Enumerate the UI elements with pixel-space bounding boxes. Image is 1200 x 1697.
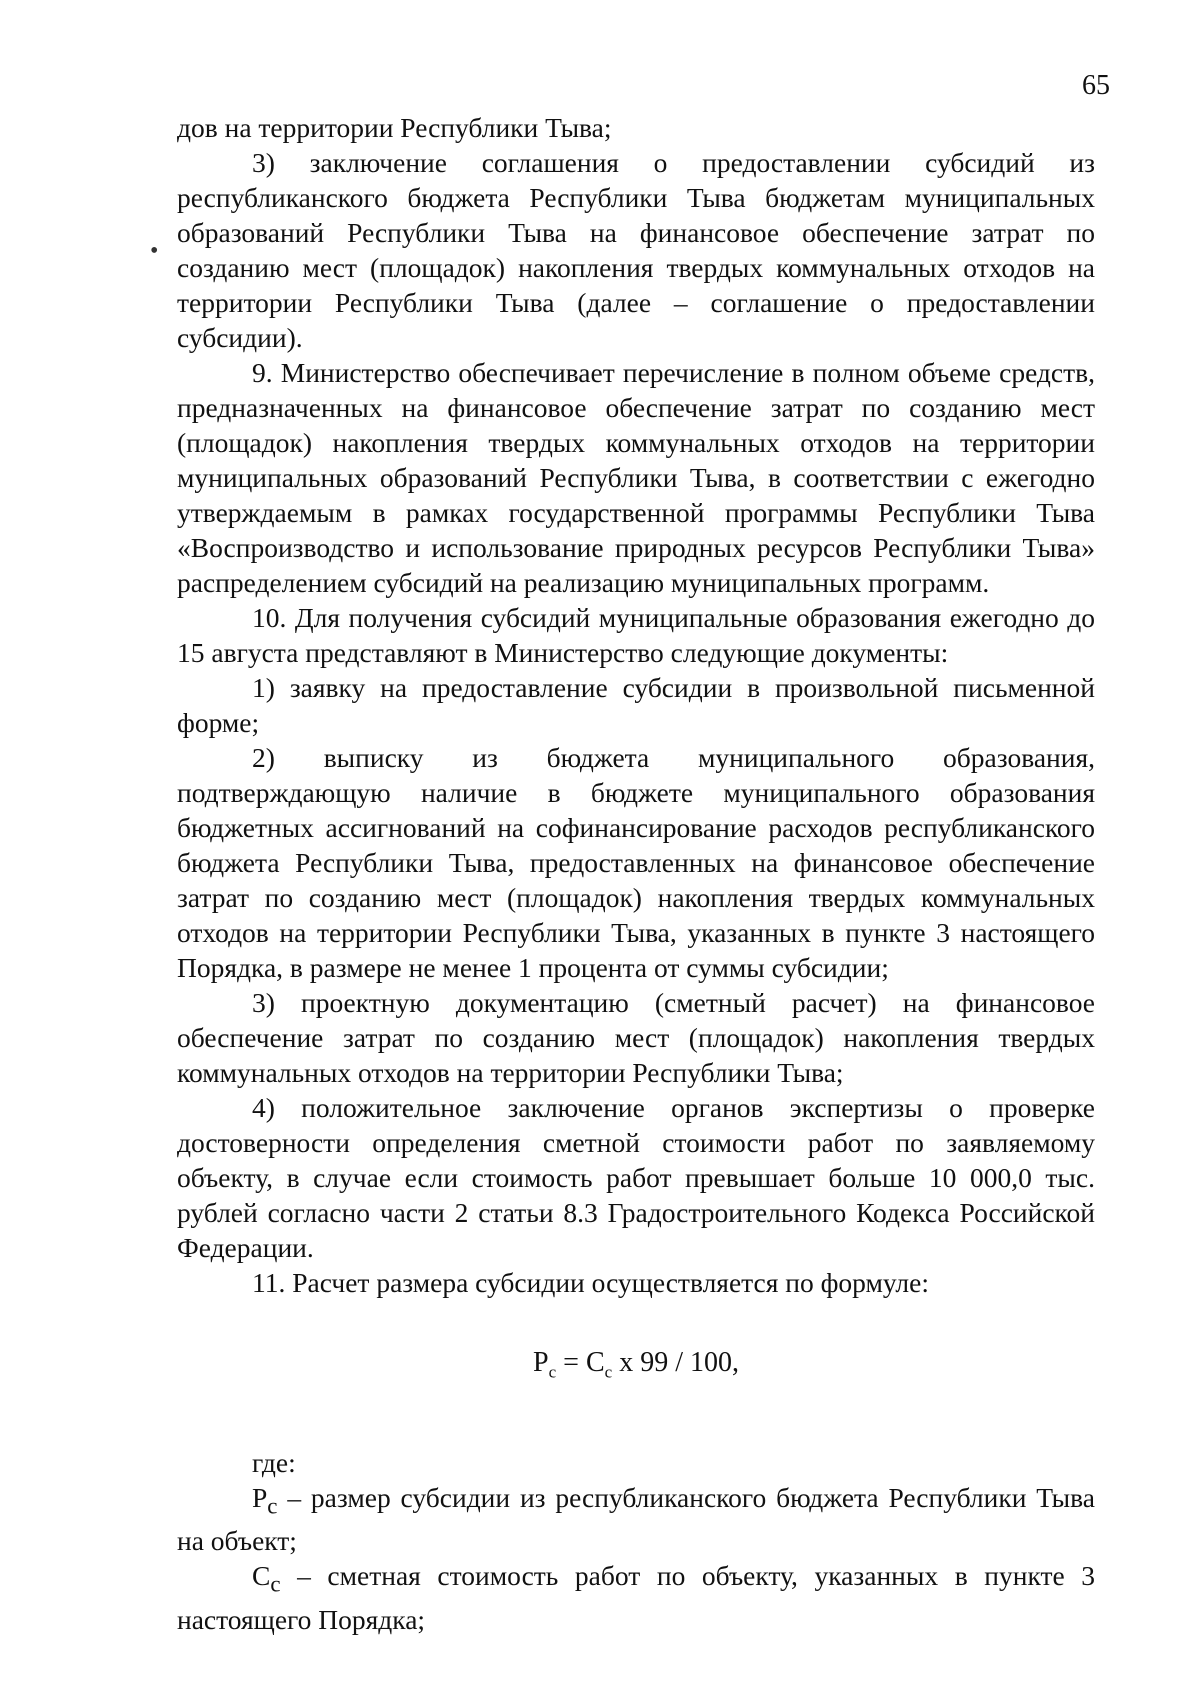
paragraph: 4) положительное заключение органов экспертизы о проверке достоверности определения сметной стоимости работ по заявляемому объекту, в случае если стоимость работ превышает больше 10 000,0 тыс. рублей согласно части 2 статьи 8.3 Градостроительного Кодекса Российской Федерации. xyxy=(177,1092,1095,1263)
pc-subscript: c xyxy=(267,1493,278,1519)
paragraph: 3) заключение соглашения о предоставлении субсидий из республиканского бюджета Республики Тыва бюджетам муниципальных образований Республики Тыва на финансовое обеспечение затрат по созданию мест (площадок) накопления твердых коммунальных отходов на территории Республики Тыва (далее – соглашение о предоставлении субсидии). xyxy=(177,147,1095,353)
formula-lhs: P xyxy=(533,1347,549,1378)
formula-rhs-sub: c xyxy=(604,1362,613,1382)
formula-eq: = xyxy=(556,1347,586,1378)
paragraph: 1) заявку на предоставление субсидии в произвольной письменной форме; xyxy=(177,672,1095,738)
formula xyxy=(177,1345,1095,1390)
paragraph: 9. Министерство обеспечивает перечисление в полном объеме средств, предназначенных на финансовое обеспечение затрат по созданию мест (площадок) накопления твердых коммунальных отходов на территории муниципальных образований Республики Тыва, в соответствии с ежегодно утверждаемым в рамках государственной программы Республики Тыва «Воспроизводство и использование природных ресурсов Республики Тыва» распределением субсидий на реализацию муниципальных программ. xyxy=(177,357,1095,598)
paragraph: 10. Для получения субсидий муниципальные образования ежегодно до 15 августа представляют в Министерство следующие документы: xyxy=(177,602,1095,668)
paragraph-pc xyxy=(177,1480,1095,1559)
formula-lhs-sub: c xyxy=(548,1362,557,1382)
paragraph: 2) выписку из бюджета муниципального образования, подтверждающую наличие в бюджете муниципального образования бюджетных ассигнований на софинансирование расходов республиканского бюджета Республики Тыва, предоставленных на финансовое обеспечение затрат по созданию мест (площадок) накопления твердых коммунальных отходов на территории Республики Тыва, указанных в пункте 3 настоящего Порядка, в размере не менее 1 процента от суммы субсидии; xyxy=(177,742,1095,983)
paragraph: 11. Расчет размера субсидии осуществляется по формуле: xyxy=(252,1267,929,1298)
paragraph-where: где: xyxy=(252,1446,296,1478)
pc-definition: – размер субсидии из республиканского бюджета Республики Тыва на объект; xyxy=(177,1481,1095,1557)
cc-symbol: C xyxy=(252,1560,271,1592)
document-body xyxy=(177,110,1095,1637)
paragraph-cc xyxy=(177,1558,1095,1637)
margin-mark: • xyxy=(150,238,159,264)
formula-tail: x 99 / 100, xyxy=(612,1347,739,1378)
formula-rhs: C xyxy=(585,1347,605,1378)
pc-symbol: P xyxy=(252,1481,268,1513)
paragraph: 3) проектную документацию (сметный расчет) на финансовое обеспечение затрат по созданию мест (площадок) накопления твердых коммунальных отходов на территории Республики Тыва; xyxy=(177,987,1095,1088)
cc-subscript: c xyxy=(270,1571,281,1597)
page-number: 65 xyxy=(1082,70,1110,101)
cc-definition: – сметная стоимость работ по объекту, указанных в пункте 3 настоящего Порядка; xyxy=(177,1560,1095,1635)
paragraph: дов на территории Республики Тыва; xyxy=(177,112,612,143)
